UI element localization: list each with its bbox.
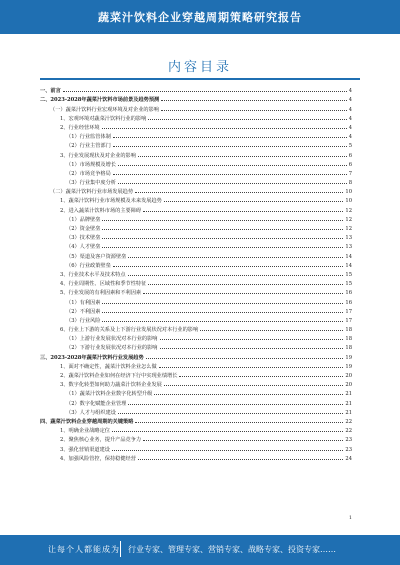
toc-entry-label: 1、蔬菜汁饮料行业市场规模及未来发展趋势 xyxy=(60,198,162,205)
toc-entry[interactable] xyxy=(40,342,352,351)
toc-entry-label: 4、加强风险管控，保持稳健经营 xyxy=(60,455,136,462)
toc-entry-page: 24 xyxy=(345,455,352,462)
toc-entry-page: 18 xyxy=(345,336,352,343)
toc-entry[interactable] xyxy=(40,250,352,259)
toc-dot-leader xyxy=(143,211,343,212)
toc-entry[interactable] xyxy=(40,140,352,149)
toc-dot-leader xyxy=(102,229,343,230)
toc-entry-label: （2）数字化赋能企业管理 xyxy=(66,400,127,407)
toc-entry-page: 4 xyxy=(348,115,352,122)
report-title: 蔬菜汁饮料企业穿越周期策略研究报告 xyxy=(98,11,302,24)
toc-entry[interactable] xyxy=(40,296,352,305)
toc-entry-page: 6 xyxy=(348,152,352,159)
toc-entry-page: 16 xyxy=(345,299,352,306)
toc-dot-leader xyxy=(113,146,347,147)
toc-entry-page: 14 xyxy=(345,253,352,260)
toc-entry-page: 16 xyxy=(345,290,352,297)
toc-dot-leader xyxy=(154,394,343,395)
toc-entry-label: 1、宏观环境对蔬菜汁饮料行业的影响 xyxy=(60,115,147,122)
toc-entry-label: 3、数字化转型如何助力蔬菜汁饮料企业发展 xyxy=(60,382,162,389)
footer-divider xyxy=(120,541,121,557)
toc-entry-label: 1、面对不确定性，蔬菜汁饮料企业怎么做 xyxy=(60,363,157,370)
toc-entry-page: 14 xyxy=(345,262,352,269)
toc-entry-label: （2）不利因素 xyxy=(66,308,101,315)
toc-dot-leader xyxy=(135,192,343,193)
toc-dot-leader xyxy=(102,321,343,322)
toc-entry[interactable] xyxy=(40,159,352,168)
toc-entry-label: 3、强化营销渠道建设 xyxy=(60,446,110,453)
toc-entry-page: 18 xyxy=(345,345,352,352)
toc-entry-label: （1）市场规模及增长 xyxy=(66,161,116,168)
toc-dot-leader xyxy=(128,404,343,405)
toc-entry-label: 四、蔬菜汁饮料企业穿越周期的关键策略 xyxy=(40,418,134,425)
toc-entry-label: 3、行业技术水平及技术特点 xyxy=(60,271,126,278)
toc-entry[interactable] xyxy=(40,131,352,140)
toc-entry[interactable] xyxy=(40,361,352,370)
toc-dot-leader xyxy=(118,183,347,184)
toc-entry-label: （3）行业集中度分析 xyxy=(66,180,116,187)
toc-entry-label: （一）蔬菜汁饮料行业宏观环境及对企业的影响 xyxy=(50,106,159,113)
toc-dot-leader xyxy=(143,293,343,294)
toc-entry-page: 4 xyxy=(348,134,352,141)
toc-entry[interactable] xyxy=(40,287,352,296)
toc-dot-leader xyxy=(112,431,343,432)
toc-dot-leader xyxy=(160,348,344,349)
toc-entry-label: （3）人才与组织建设 xyxy=(66,409,116,416)
toc-entry-label: （二）蔬菜汁饮料行业市场发展趋势 xyxy=(50,189,134,196)
page-number: 1 xyxy=(348,515,352,521)
toc-entry-label: 1、明确企业战略定位 xyxy=(60,428,110,435)
toc-dot-leader xyxy=(102,312,343,313)
toc-dot-leader xyxy=(148,284,343,285)
toc-entry-page: 12 xyxy=(345,216,352,223)
toc-entry-page: 21 xyxy=(345,409,352,416)
toc-entry[interactable] xyxy=(40,122,352,131)
toc-dot-leader xyxy=(148,119,346,120)
toc-entry-page: 17 xyxy=(345,317,352,324)
toc-dot-leader xyxy=(138,459,343,460)
toc-entry-label: 4、行业周期性、区域性和季节性特征 xyxy=(60,281,147,288)
toc-entry-page: 10 xyxy=(345,198,352,205)
toc-entry[interactable] xyxy=(40,333,352,342)
toc-entry-page: 12 xyxy=(345,226,352,232)
toc-entry[interactable] xyxy=(40,315,352,324)
toc-dot-leader xyxy=(63,91,347,92)
toc-dot-leader xyxy=(113,137,347,138)
toc-entry-label: 3、行业发展现状及对企业的影响 xyxy=(60,152,136,159)
toc-entry-label: （2）下游行业发展状况对本行业的影响 xyxy=(66,345,158,352)
toc-entry-label: 6、行业上下游的关系及上下游行业发展状况对本行业的影响 xyxy=(60,327,199,334)
toc-entry[interactable] xyxy=(40,397,352,406)
toc-entry-page: 22 xyxy=(345,428,352,435)
toc-dot-leader xyxy=(160,339,344,340)
toc-entry-label: （1）蔬菜汁饮料企业数字化转型升级 xyxy=(66,391,153,398)
toc-entry[interactable] xyxy=(40,85,352,94)
toc-dot-leader xyxy=(102,247,343,248)
toc-entry[interactable] xyxy=(40,168,352,177)
toc-entry-page: 15 xyxy=(345,281,352,288)
header-bar xyxy=(0,0,400,34)
toc-entry[interactable] xyxy=(40,269,352,278)
toc-entry[interactable] xyxy=(40,195,352,204)
table-of-contents xyxy=(40,85,352,462)
toc-entry-page: 23 xyxy=(345,437,352,444)
toc-entry[interactable] xyxy=(40,388,352,397)
footer-tagline: 行业专家、管理专家、营销专家、战略专家、投资专家…… xyxy=(128,545,336,554)
toc-entry-label: 2、蔬菜汁饮料企业如何在经济下行中实现业绩增长 xyxy=(60,373,178,379)
toc-dot-leader xyxy=(102,303,343,304)
toc-entry[interactable] xyxy=(40,453,352,462)
toc-entry[interactable] xyxy=(40,94,352,103)
toc-dot-leader xyxy=(102,128,347,129)
toc-dot-leader xyxy=(128,275,344,276)
toc-entry-label: （1）品牌壁垒 xyxy=(66,216,101,223)
toc-dot-leader xyxy=(164,385,344,386)
toc-entry-label: 一、前言 xyxy=(40,88,61,95)
toc-entry-page: 4 xyxy=(348,124,352,131)
toc-entry-page: 19 xyxy=(345,363,352,370)
toc-entry[interactable] xyxy=(40,434,352,443)
toc-dot-leader xyxy=(161,100,346,101)
toc-dot-leader xyxy=(128,257,343,258)
toc-entry-page: 22 xyxy=(345,418,352,425)
toc-entry-label: （1）上游行业发展状况对本行业的影响 xyxy=(66,336,158,343)
toc-entry-label: （1）有利因素 xyxy=(66,299,101,306)
toc-entry-page: 23 xyxy=(345,446,352,453)
toc-entry[interactable] xyxy=(40,425,352,434)
toc-entry-page: 10 xyxy=(345,189,352,196)
toc-entry-label: （6）行业政策壁垒 xyxy=(66,262,111,269)
toc-entry-label: （4）人才壁垒 xyxy=(66,244,101,251)
toc-entry-label: 二、2023-2028年蔬菜汁饮料市场前景及趋势预测 xyxy=(40,97,160,104)
toc-dot-leader xyxy=(161,110,347,111)
toc-entry[interactable] xyxy=(40,278,352,287)
toc-entry[interactable] xyxy=(40,186,352,195)
toc-dot-leader xyxy=(164,201,344,202)
toc-entry-page: 4 xyxy=(348,88,352,95)
toc-entry-label: （2）行业主管部门 xyxy=(66,143,111,150)
toc-dot-leader xyxy=(146,358,344,359)
footer-bar xyxy=(0,535,400,565)
toc-dot-leader xyxy=(143,440,343,441)
toc-entry-page: 4 xyxy=(348,97,352,104)
toc-entry[interactable] xyxy=(40,370,352,379)
toc-dot-leader xyxy=(113,266,344,267)
toc-dot-leader xyxy=(200,330,343,331)
toc-entry[interactable] xyxy=(40,306,352,315)
toc-entry-page: 21 xyxy=(345,400,352,407)
toc-entry-page: 15 xyxy=(345,271,352,278)
toc-dot-leader xyxy=(113,174,347,175)
toc-entry[interactable] xyxy=(40,260,352,269)
toc-entry-label: （3）行业风险 xyxy=(66,317,101,324)
toc-entry-label: （5）渠道及客户资源壁垒 xyxy=(66,253,127,260)
toc-entry[interactable] xyxy=(40,443,352,452)
toc-divider xyxy=(40,78,360,80)
toc-entry-page: 20 xyxy=(345,382,352,389)
toc-entry-label: 2、进入蔬菜汁饮料市场的主要障碍 xyxy=(60,207,142,214)
toc-entry-label: 2、聚焦核心业务，提升产品竞争力 xyxy=(60,437,142,444)
toc-entry[interactable] xyxy=(40,204,352,213)
toc-entry-page: 5 xyxy=(348,143,352,150)
toc-entry-page: 20 xyxy=(345,373,352,379)
toc-dot-leader xyxy=(102,220,343,221)
toc-entry-label: （2）资金壁垒 xyxy=(66,226,101,232)
toc-entry-page: 12 xyxy=(345,207,352,214)
footer-slogan: 让每个人都能成为 xyxy=(48,545,120,554)
toc-dot-leader xyxy=(118,165,347,166)
toc-entry[interactable] xyxy=(40,241,352,250)
toc-entry-label: 2、行业经营环境 xyxy=(60,124,100,131)
toc-entry[interactable] xyxy=(40,232,352,241)
toc-entry[interactable] xyxy=(40,407,352,416)
toc-dot-leader xyxy=(112,450,343,451)
toc-entry-page: 13 xyxy=(345,235,352,242)
toc-dot-leader xyxy=(138,156,347,157)
toc-entry[interactable] xyxy=(40,351,352,360)
toc-entry[interactable] xyxy=(40,177,352,186)
toc-entry[interactable] xyxy=(40,113,352,122)
toc-entry-page: 18 xyxy=(345,327,352,334)
toc-entry-page: 17 xyxy=(345,308,352,315)
toc-dot-leader xyxy=(159,367,344,368)
toc-entry[interactable] xyxy=(40,379,352,388)
toc-dot-leader xyxy=(179,376,343,377)
toc-entry[interactable] xyxy=(40,103,352,112)
toc-entry-label: 5、行业发展的有利因素和不利因素 xyxy=(60,290,142,297)
toc-entry[interactable] xyxy=(40,149,352,158)
toc-heading: 内容目录 xyxy=(167,60,232,75)
toc-entry-page: 4 xyxy=(348,106,352,113)
toc-entry-label: 三、2023-2028年蔬菜汁饮料行业发展趋势 xyxy=(40,354,144,361)
toc-dot-leader xyxy=(135,422,343,423)
toc-entry-page: 13 xyxy=(345,244,352,251)
toc-entry-page: 6 xyxy=(348,161,352,168)
toc-entry-page: 21 xyxy=(345,391,352,398)
toc-entry[interactable] xyxy=(40,214,352,223)
toc-entry-page: 19 xyxy=(345,354,352,361)
toc-entry-label: （3）技术壁垒 xyxy=(66,235,101,242)
toc-entry-label: （1）行业监管体制 xyxy=(66,134,111,141)
toc-entry-page: 8 xyxy=(348,180,352,187)
toc-entry-page: 7 xyxy=(348,170,352,177)
toc-entry[interactable] xyxy=(40,416,352,425)
toc-entry[interactable] xyxy=(40,223,352,232)
toc-entry-label: （2）市场竞争格局 xyxy=(66,170,111,177)
toc-dot-leader xyxy=(118,413,343,414)
toc-dot-leader xyxy=(102,238,343,239)
toc-entry[interactable] xyxy=(40,324,352,333)
